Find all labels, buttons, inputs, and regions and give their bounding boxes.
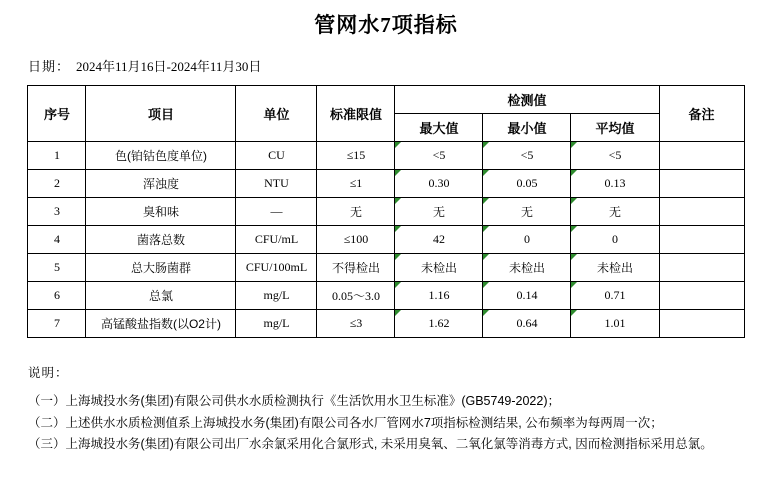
cell-min: 无 (483, 198, 571, 226)
cell-unit: mg/L (236, 282, 317, 310)
header-min: 最小值 (483, 114, 571, 142)
cell-item: 菌落总数 (86, 226, 236, 254)
cell-limit: ≤15 (317, 142, 395, 170)
cell-item: 高锰酸盐指数(以O2计) (86, 310, 236, 338)
cell-min: 未检出 (483, 254, 571, 282)
flag-marker-icon (395, 142, 401, 148)
flag-marker-icon (483, 142, 489, 148)
flag-marker-icon (571, 170, 577, 176)
cell-unit: CFU/100mL (236, 254, 317, 282)
cell-avg: 1.01 (571, 310, 659, 338)
flag-marker-icon (483, 198, 489, 204)
cell-index: 7 (28, 310, 86, 338)
note-item-2: （二）上述供水水质检测值系上海城投水务(集团)有限公司各水厂管网水7项指标检测结果, 公布频率为每两周一次； (28, 415, 663, 430)
cell-item: 色(铂钴色度单位) (86, 142, 236, 170)
cell-index: 3 (28, 198, 86, 226)
cell-avg: 0.13 (571, 170, 659, 198)
notes-title: 说明： (28, 366, 69, 380)
cell-item: 总大肠菌群 (86, 254, 236, 282)
table-row (28, 198, 744, 226)
table-row (28, 310, 744, 338)
table-row (28, 226, 744, 254)
cell-item: 浑浊度 (86, 170, 236, 198)
cell-max: 无 (395, 198, 483, 226)
date-row (28, 56, 772, 75)
header-remark: 备注 (659, 86, 744, 142)
cell-limit: ≤3 (317, 310, 395, 338)
cell-min: 0.05 (483, 170, 571, 198)
cell-max: 0.30 (395, 170, 483, 198)
date-label: 日期： (28, 59, 71, 74)
cell-max: 42 (395, 226, 483, 254)
cell-min: 0 (483, 226, 571, 254)
cell-limit: ≤1 (317, 170, 395, 198)
header-limit: 标准限值 (317, 86, 395, 142)
flag-marker-icon (395, 198, 401, 204)
cell-remark (659, 198, 744, 226)
header-max: 最大值 (395, 114, 483, 142)
cell-index: 1 (28, 142, 86, 170)
flag-marker-icon (483, 254, 489, 260)
header-avg: 平均值 (571, 114, 659, 142)
cell-max: <5 (395, 142, 483, 170)
cell-min: 0.14 (483, 282, 571, 310)
cell-index: 4 (28, 226, 86, 254)
cell-index: 5 (28, 254, 86, 282)
flag-marker-icon (571, 254, 577, 260)
cell-remark (659, 170, 744, 198)
flag-marker-icon (483, 310, 489, 316)
cell-unit: CU (236, 142, 317, 170)
cell-max: 1.62 (395, 310, 483, 338)
cell-index: 6 (28, 282, 86, 310)
table-row (28, 282, 744, 310)
table-row (28, 254, 744, 282)
cell-avg: 无 (571, 198, 659, 226)
flag-marker-icon (571, 282, 577, 288)
table-header-row-1 (28, 86, 744, 114)
cell-limit: 不得检出 (317, 254, 395, 282)
flag-marker-icon (571, 198, 577, 204)
flag-marker-icon (395, 310, 401, 316)
cell-unit: mg/L (236, 310, 317, 338)
flag-marker-icon (571, 226, 577, 232)
flag-marker-icon (483, 226, 489, 232)
cell-avg: <5 (571, 142, 659, 170)
flag-marker-icon (395, 254, 401, 260)
flag-marker-icon (571, 142, 577, 148)
cell-remark (659, 254, 744, 282)
table-row (28, 170, 744, 198)
cell-min: <5 (483, 142, 571, 170)
cell-unit: CFU/mL (236, 226, 317, 254)
cell-unit: — (236, 198, 317, 226)
cell-remark (659, 142, 744, 170)
header-unit: 单位 (236, 86, 317, 142)
cell-remark (659, 282, 744, 310)
cell-item: 总氯 (86, 282, 236, 310)
note-item-1: （一）上海城投水务(集团)有限公司供水水质检测执行《生活饮用水卫生标准》(GB5749-2022)； (28, 394, 560, 409)
header-detected-group: 检测值 (395, 86, 659, 114)
indicators-table (27, 85, 744, 338)
cell-avg: 未检出 (571, 254, 659, 282)
header-item: 项目 (86, 86, 236, 142)
cell-limit: ≤100 (317, 226, 395, 254)
cell-min: 0.64 (483, 310, 571, 338)
flag-marker-icon (483, 282, 489, 288)
cell-max: 1.16 (395, 282, 483, 310)
flag-marker-icon (483, 170, 489, 176)
cell-avg: 0 (571, 226, 659, 254)
flag-marker-icon (395, 170, 401, 176)
cell-item: 臭和味 (86, 198, 236, 226)
table-row (28, 142, 744, 170)
cell-avg: 0.71 (571, 282, 659, 310)
cell-max: 未检出 (395, 254, 483, 282)
cell-unit: NTU (236, 170, 317, 198)
note-item-3: （三）上海城投水务(集团)有限公司出厂水余氯采用化合氯形式, 未采用臭氧、二氧化氯等消毒方式, 因而检测指标采用总氯。 (28, 437, 713, 452)
header-index: 序号 (28, 86, 86, 142)
flag-marker-icon (395, 226, 401, 232)
notes-section (28, 364, 748, 455)
cell-remark (659, 310, 744, 338)
cell-limit: 0.05～3.0 (317, 282, 395, 310)
flag-marker-icon (571, 310, 577, 316)
flag-marker-icon (395, 282, 401, 288)
cell-index: 2 (28, 170, 86, 198)
page-title: 管网水7项指标 (314, 13, 458, 37)
document-page (0, 9, 772, 495)
date-value: 2024年11月16日-2024年11月30日 (76, 59, 262, 74)
cell-limit: 无 (317, 198, 395, 226)
cell-remark (659, 226, 744, 254)
